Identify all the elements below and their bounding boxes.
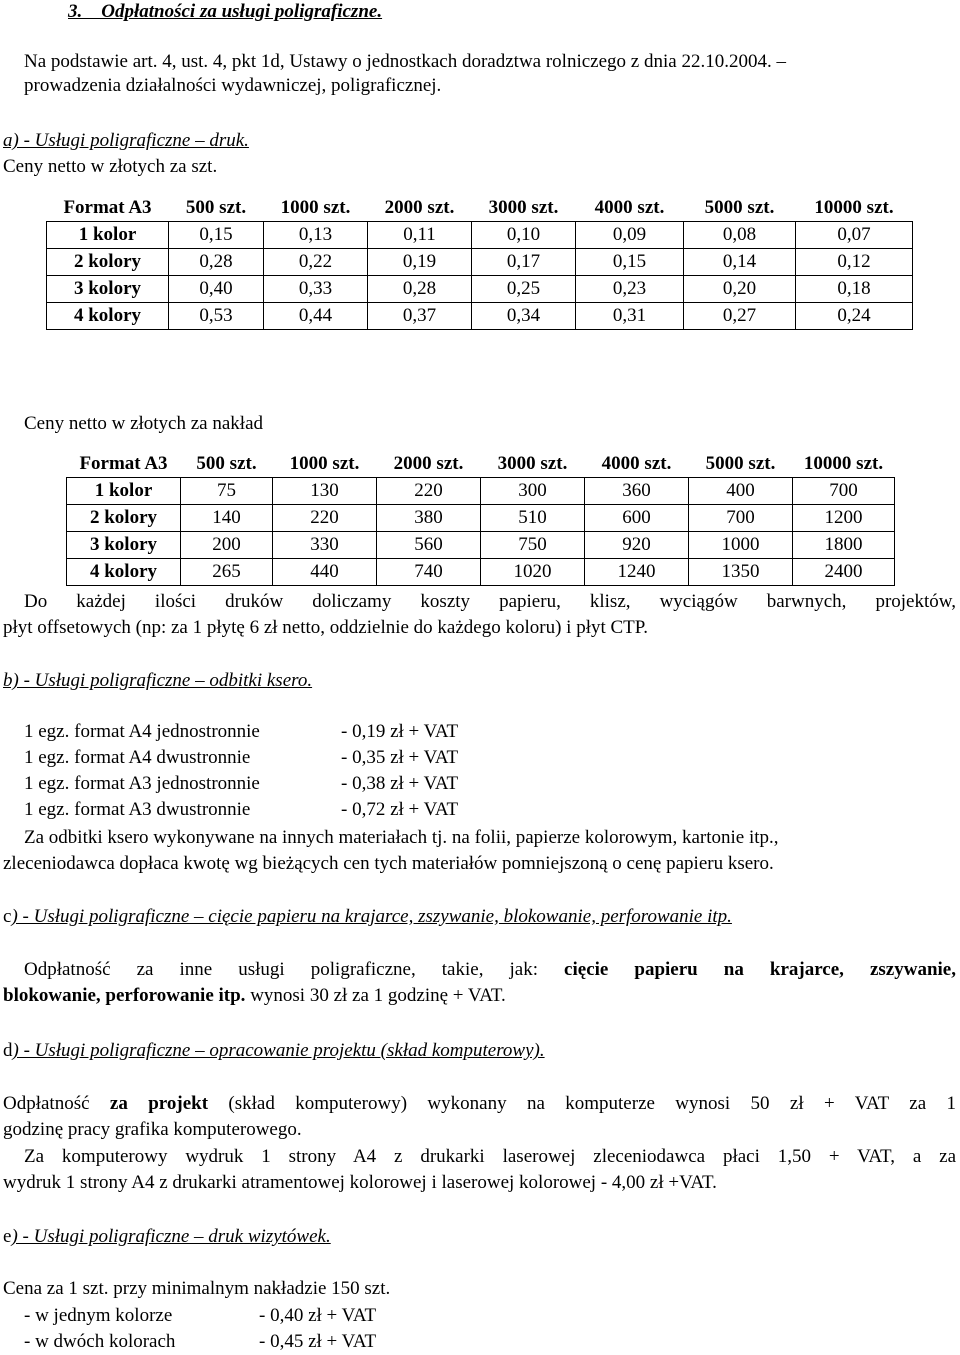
ksero-item-price: - 0,19 zł + VAT (341, 721, 459, 742)
price-cell: 0,28 (368, 276, 472, 303)
section-d-title: ) - Usługi poligraficzne – opracowanie projektu (skład komputerowy). (12, 1040, 545, 1061)
price-cell: 1200 (793, 505, 895, 532)
price-cell: 75 (181, 478, 273, 505)
section-a-heading: a) - Usługi poligraficzne – druk. (3, 130, 249, 151)
section-c-paragraph-line-1 (24, 958, 956, 982)
price-cell: 0,33 (264, 276, 368, 303)
table-row (47, 249, 913, 276)
paper-cost-note-line-1: Do każdej ilości druków doliczamy koszty papieru, klisz, wyciągów barwnych, projektów, (24, 591, 956, 612)
ksero-note-line-2: zleceniodawca dopłaca kwotę wg bieżących cen tych materiałów pomniejszoną o cenę papieru ksero. (3, 853, 774, 874)
section-d-project-bold: za projekt (109, 1093, 209, 1114)
price-cell: 0,31 (576, 303, 684, 330)
price-cell: 1020 (481, 559, 585, 586)
price-cell: 1800 (793, 532, 895, 559)
price-cell: 1350 (689, 559, 793, 586)
column-header: 500 szt. (169, 195, 264, 222)
table-row (67, 559, 895, 586)
price-cell: 360 (585, 478, 689, 505)
intro-line-1: Na podstawie art. 4, ust. 4, pkt 1d, Ustawy o jednostkach doradztwa rolniczego z dnia 22.10.2004. – (24, 51, 786, 72)
column-header: 10000 szt. (793, 451, 895, 478)
business-card-item-label: - w jednym kolorze (24, 1305, 173, 1326)
price-cell: 0,09 (576, 222, 684, 249)
section-d-paragraph-line-2: godzinę pracy grafika komputerowego. (3, 1119, 302, 1140)
column-header: 3000 szt. (472, 195, 576, 222)
price-cell: 740 (377, 559, 481, 586)
price-cell: 0,34 (472, 303, 576, 330)
section-c-services-bold: cięcie papieru na krajarce, zszywanie, (564, 959, 956, 980)
price-cell: 0,14 (684, 249, 796, 276)
section-d-paragraph-line-1 (3, 1092, 956, 1116)
price-cell: 0,53 (169, 303, 264, 330)
row-label: 2 kolory (67, 505, 181, 532)
table-row (67, 478, 895, 505)
price-table-per-run (66, 451, 895, 586)
ksero-item-label: 1 egz. format A3 dwustronnie (24, 799, 251, 820)
price-cell: 0,18 (796, 276, 913, 303)
table-row (67, 505, 895, 532)
section-e-letter: e (3, 1226, 12, 1247)
business-card-item-label: - w dwóch kolorach (24, 1331, 176, 1352)
column-header: 1000 szt. (273, 451, 377, 478)
row-label: 3 kolory (67, 532, 181, 559)
section-c-text: Odpłatność za inne usługi poligraficzne, takie, jak: (24, 959, 565, 980)
section-c-services-bold-2: blokowanie, perforowanie itp. (3, 985, 246, 1006)
row-label: 2 kolory (47, 249, 169, 276)
price-cell: 130 (273, 478, 377, 505)
price-cell: 0,12 (796, 249, 913, 276)
intro-line-2: prowadzenia działalności wydawniczej, poligraficznej. (24, 75, 442, 96)
section-e-heading (3, 1225, 331, 1249)
section-d-text-b: (skład komputerowy) wykonany na komputerze wynosi 50 zł + VAT za 1 (208, 1093, 956, 1114)
section-d-paragraph-line-4: wydruk 1 strony A4 z drukarki atramentowej kolorowej i laserowej kolorowej - 4,00 zł +VAT. (3, 1172, 717, 1193)
paper-cost-note-line-2: płyt offsetowych (np: za 1 płytę 6 zł netto, oddzielnie do każdego koloru) i płyt CTP. (3, 617, 648, 638)
business-card-item-price: - 0,40 zł + VAT (259, 1305, 377, 1326)
ksero-item-label: 1 egz. format A3 jednostronnie (24, 773, 260, 794)
table-row (67, 532, 895, 559)
column-header: 10000 szt. (796, 195, 913, 222)
price-cell: 400 (689, 478, 793, 505)
column-header: 2000 szt. (368, 195, 472, 222)
price-cell: 0,27 (684, 303, 796, 330)
column-header: 2000 szt. (377, 451, 481, 478)
price-cell: 920 (585, 532, 689, 559)
ksero-item-price: - 0,72 zł + VAT (341, 799, 459, 820)
ksero-item-label: 1 egz. format A4 dwustronnie (24, 747, 251, 768)
ksero-item-price: - 0,35 zł + VAT (341, 747, 459, 768)
price-cell: 0,28 (169, 249, 264, 276)
row-label: 3 kolory (47, 276, 169, 303)
price-cell: 0,23 (576, 276, 684, 303)
column-header: Format A3 (67, 451, 181, 478)
price-cell: 1240 (585, 559, 689, 586)
business-card-item-price: - 0,45 zł + VAT (259, 1331, 377, 1352)
table-header-row (67, 451, 895, 478)
row-label: 1 kolor (67, 478, 181, 505)
price-cell: 0,13 (264, 222, 368, 249)
price-cell: 220 (273, 505, 377, 532)
column-header: 1000 szt. (264, 195, 368, 222)
section-c-heading (3, 905, 732, 929)
price-cell: 0,15 (169, 222, 264, 249)
price-cell: 0,10 (472, 222, 576, 249)
price-table-per-unit (46, 195, 913, 330)
price-cell: 0,19 (368, 249, 472, 276)
column-header: 5000 szt. (684, 195, 796, 222)
table-header-row (47, 195, 913, 222)
section-d-heading (3, 1039, 545, 1063)
price-cell: 700 (793, 478, 895, 505)
price-cell: 265 (181, 559, 273, 586)
price-cell: 1000 (689, 532, 793, 559)
table1-caption: Ceny netto w złotych za szt. (3, 156, 218, 177)
column-header: Format A3 (47, 195, 169, 222)
section-d-paragraph-line-3: Za komputerowy wydruk 1 strony A4 z drukarki laserowej zleceniodawca płaci 1,50 + VAT, a za (24, 1146, 956, 1167)
price-cell: 200 (181, 532, 273, 559)
ksero-item-price: - 0,38 zł + VAT (341, 773, 459, 794)
row-label: 4 kolory (47, 303, 169, 330)
price-cell: 0,15 (576, 249, 684, 276)
price-cell: 2400 (793, 559, 895, 586)
price-cell: 0,25 (472, 276, 576, 303)
price-cell: 700 (689, 505, 793, 532)
price-cell: 0,22 (264, 249, 368, 276)
price-cell: 750 (481, 532, 585, 559)
price-cell: 440 (273, 559, 377, 586)
table2-caption: Ceny netto w złotych za nakład (24, 413, 264, 434)
column-header: 4000 szt. (585, 451, 689, 478)
ksero-item-label: 1 egz. format A4 jednostronnie (24, 721, 260, 742)
table-row (47, 276, 913, 303)
price-cell: 510 (481, 505, 585, 532)
section-c-letter: c (3, 906, 12, 927)
column-header: 4000 szt. (576, 195, 684, 222)
price-cell: 0,44 (264, 303, 368, 330)
column-header: 5000 szt. (689, 451, 793, 478)
price-cell: 0,37 (368, 303, 472, 330)
price-cell: 0,24 (796, 303, 913, 330)
section-c-title: ) - Usługi poligraficzne – cięcie papieru na krajarce, zszywanie, blokowanie, perforowanie itp. (11, 906, 732, 927)
price-cell: 600 (585, 505, 689, 532)
price-cell: 0,40 (169, 276, 264, 303)
table-row (47, 303, 913, 330)
price-cell: 0,17 (472, 249, 576, 276)
price-cell: 220 (377, 478, 481, 505)
ksero-note-line-1: Za odbitki ksero wykonywane na innych materiałach tj. na folii, papierze kolorowym, kartonie itp., (24, 827, 779, 848)
price-cell: 560 (377, 532, 481, 559)
column-header: 500 szt. (181, 451, 273, 478)
section-d-letter: d (3, 1040, 13, 1061)
price-cell: 380 (377, 505, 481, 532)
column-header: 3000 szt. (481, 451, 585, 478)
price-cell: 330 (273, 532, 377, 559)
row-label: 4 kolory (67, 559, 181, 586)
price-cell: 0,07 (796, 222, 913, 249)
section-c-rate: wynosi 30 zł za 1 godzinę + VAT. (245, 985, 506, 1006)
price-cell: 0,08 (684, 222, 796, 249)
price-cell: 0,20 (684, 276, 796, 303)
section-d-text-a: Odpłatność (3, 1093, 110, 1114)
table-row (47, 222, 913, 249)
section-e-title: ) - Usługi poligraficzne – druk wizytówek. (11, 1226, 331, 1247)
row-label: 1 kolor (47, 222, 169, 249)
section-title: 3. Odpłatności za usługi poligraficzne. (68, 1, 383, 22)
section-b-heading: b) - Usługi poligraficzne – odbitki ksero. (3, 670, 313, 691)
price-cell: 300 (481, 478, 585, 505)
price-cell: 140 (181, 505, 273, 532)
price-cell: 0,11 (368, 222, 472, 249)
section-c-paragraph-line-2 (3, 984, 506, 1008)
section-e-paragraph: Cena za 1 szt. przy minimalnym nakładzie 150 szt. (3, 1278, 391, 1299)
